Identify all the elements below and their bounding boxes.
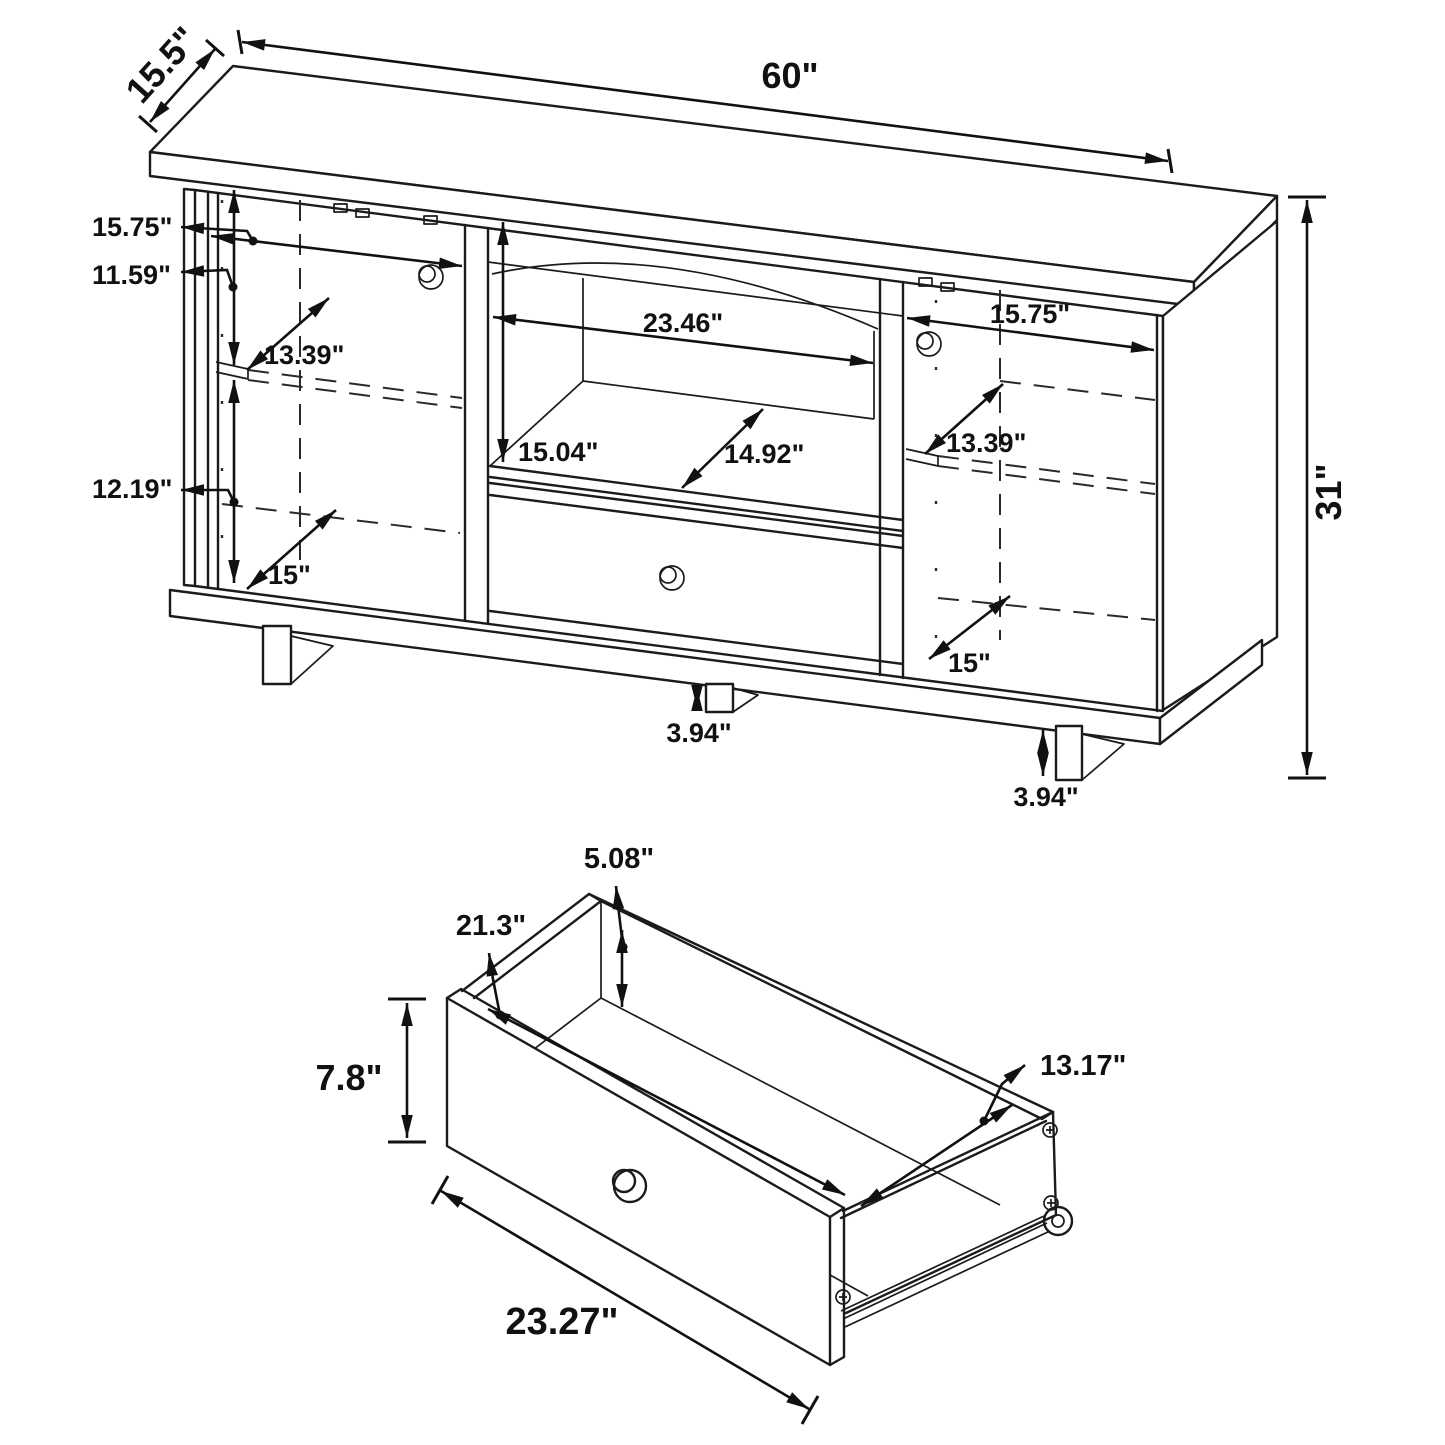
dim-label-center-opening-width: 23.46" [642,308,724,338]
dim-label-drawer-front-width: 23.27" [505,1301,619,1343]
dim-label-left-bottom-depth: 15" [268,560,311,590]
dim-label-left-lower-height: 12.19" [92,474,173,504]
dim-label-center-leg-height: 3.94" [666,718,732,748]
dim-label-center-shelf-depth: 14.92" [724,439,805,469]
dim-label-drawer-interior-width: 21.3" [455,910,527,942]
dim-label-center-opening-height: 15.04" [518,437,599,467]
dim-label-right-shelf-depth: 13.39" [946,428,1027,458]
dim-label-drawer-front-height: 7.8" [315,1057,383,1098]
rail-roller-icon [1044,1207,1072,1235]
dim-label-cabinet-width: 60" [761,55,819,96]
dim-label-right-opening-width: 15.75" [989,299,1071,329]
drawer-box [447,894,1072,1365]
dim-label-cabinet-depth: 15.5" [117,18,207,111]
dim-label-right-leg-height: 3.94" [1013,782,1079,812]
cabinet-drawing [92,19,1349,812]
dim-label-right-bottom-depth: 15" [948,648,991,678]
drawer-drawing [315,843,1126,1424]
screw-icons [836,1123,1058,1304]
dim-label-drawer-back-height: 5.08" [583,843,655,875]
dim-label-left-shelf-depth: 13.39" [264,340,345,370]
dim-label-drawer-interior-depth: 13.17" [1040,1050,1127,1082]
dim-label-left-upper-height: 11.59" [92,260,171,290]
dim-label-cabinet-height: 31" [1308,463,1349,521]
dim-label-left-opening-width: 15.75" [92,212,173,242]
